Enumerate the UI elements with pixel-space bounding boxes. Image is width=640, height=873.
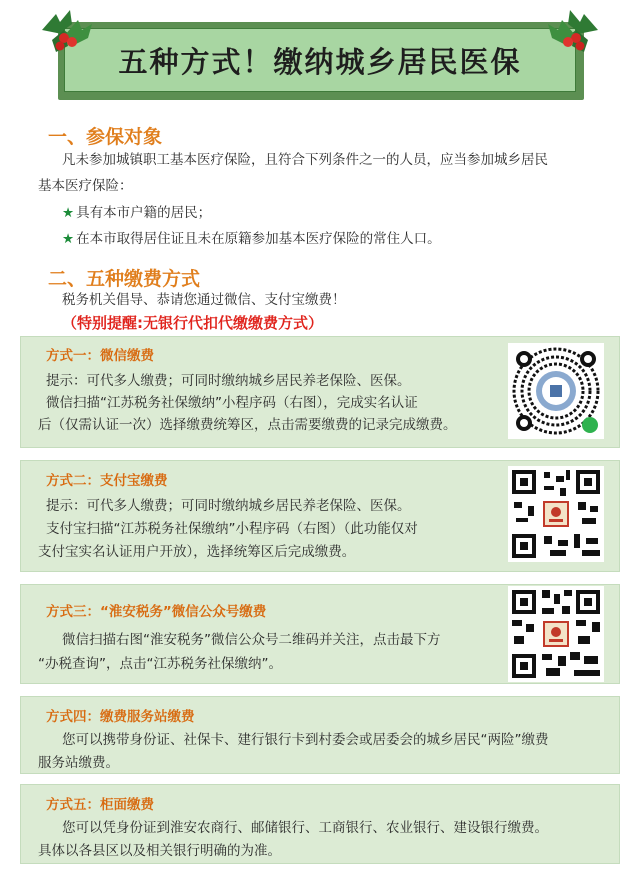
section1-intro-line2: 基本医疗保险： <box>38 178 133 194</box>
method-line: 支付宝扫描“江苏税务社保缴纳”小程序码（右图）（此功能仅对 <box>46 521 418 537</box>
method-line: 您可以携带身份证、社保卡、建行银行卡到村委会或居委会的城乡居民“两险”缴费 <box>62 732 549 748</box>
method-line: 微信扫描“江苏税务社保缴纳”小程序码（右图），完成实名认证 <box>46 395 418 411</box>
method-line: “办税查询”，点击“江苏税务社保缴纳”。 <box>38 656 282 672</box>
section1-intro-line1: 凡未参加城镇职工基本医疗保险，且符合下列条件之一的人员，应当参加城乡居民 <box>62 152 548 168</box>
star-icon: ★ <box>62 205 75 221</box>
star-icon: ★ <box>62 231 75 247</box>
section2-intro: 税务机关倡导、恭请您通过微信、支付宝缴费！ <box>62 292 346 308</box>
method-line: 您可以凭身份证到淮安农商行、邮储银行、工商银行、农业银行、建设银行缴费。 <box>62 820 548 836</box>
list-item-text: 在本市取得居住证且未在原籍参加基本医疗保险的常住人口。 <box>76 231 441 247</box>
wechat-mini-program-code-icon <box>508 343 604 439</box>
holly-decoration-icon <box>34 0 104 60</box>
method-title: 方式三：“淮安税务”微信公众号缴费 <box>46 604 267 620</box>
banner-panel <box>64 28 576 92</box>
method-line: 后（仅需认证一次）选择缴费统筹区，点击需要缴费的记录完成缴费。 <box>38 417 457 433</box>
wechat-official-account-qr-code-icon <box>508 586 604 682</box>
alipay-qr-code-icon <box>508 466 604 562</box>
holly-decoration-icon <box>536 0 606 60</box>
method-line: 提示：可代多人缴费；可同时缴纳城乡居民养老保险、医保。 <box>46 498 411 514</box>
method-title: 方式二：支付宝缴费 <box>46 473 168 489</box>
method-line: 微信扫描右图“淮安税务”微信公众号二维码并关注，点击最下方 <box>62 632 441 648</box>
list-item <box>62 201 211 226</box>
title-banner <box>58 22 584 100</box>
section-title-insured: 一、参保对象 <box>48 126 163 148</box>
page-title: 五种方式！缴纳城乡居民医保 <box>118 44 522 79</box>
method-line: 提示：可代多人缴费；可同时缴纳城乡居民养老保险、医保。 <box>46 373 411 389</box>
method-line: 服务站缴费。 <box>38 755 119 771</box>
method-title: 方式四：缴费服务站缴费 <box>46 709 195 725</box>
section-title-payment: 二、五种缴费方式 <box>48 268 201 290</box>
method-line: 支付宝实名认证用户开放），选择统筹区后完成缴费。 <box>38 544 356 560</box>
warning-note: （特别提醒:无银行代扣代缴缴费方式） <box>62 314 324 332</box>
list-item <box>62 227 441 252</box>
method-title: 方式五：柜面缴费 <box>46 797 154 813</box>
method-title: 方式一：微信缴费 <box>46 348 154 364</box>
list-item-text: 具有本市户籍的居民； <box>76 205 212 221</box>
method-line: 具体以各县区以及相关银行明确的为准。 <box>38 843 281 859</box>
